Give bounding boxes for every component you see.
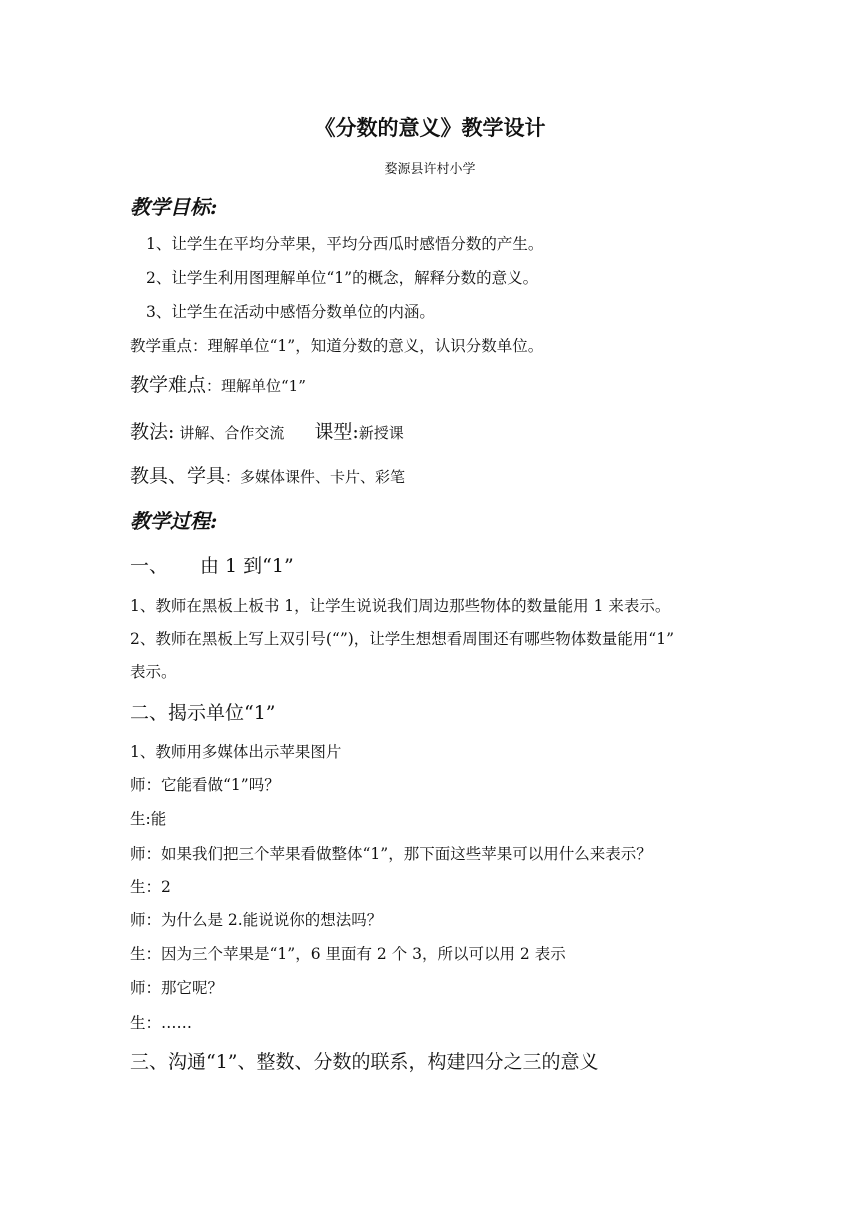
difficulty-label: 教学难点 xyxy=(130,374,207,396)
goal-item-3: 3、让学生在活动中感悟分数单位的内涵。 xyxy=(146,303,435,321)
method-text: 讲解、合作交流 xyxy=(179,424,285,442)
section1-item-2-cont: 表示。 xyxy=(130,663,177,681)
tools-label: 教具、学具 xyxy=(130,465,226,487)
section1-item-1: 1、教师在黑板上板书 1，让学生说说我们周边那些物体的数量能用 1 来表示。 xyxy=(130,597,671,615)
section2-line-6: 师：为什么是 2.能说说你的想法吗？ xyxy=(130,911,383,929)
goal-item-2: 2、让学生利用图理解单位“1”的概念，解释分数的意义。 xyxy=(146,269,539,287)
tools-line xyxy=(130,464,405,488)
section2-line-8: 师：那它呢？ xyxy=(130,979,224,997)
method-line xyxy=(130,420,404,444)
section1-item-2: 2、教师在黑板上写上双引号(“”)，让学生想想看周围还有哪些物体数量能用“1” xyxy=(130,630,675,648)
lesson-type-label: 课型: xyxy=(314,421,359,443)
section2-heading: 二、揭示单位“1” xyxy=(130,702,276,724)
section1-heading xyxy=(130,554,294,578)
difficulty-text: ：理解单位“1” xyxy=(206,377,306,395)
key-point: 教学重点：理解单位“1”，知道分数的意义，认识分数单位。 xyxy=(130,337,544,355)
document-title: 《分数的意义》教学设计 xyxy=(314,115,546,140)
tools-text: ：多媒体课件、卡片、彩笔 xyxy=(225,468,406,486)
method-label: 教法: xyxy=(130,421,175,443)
section2-line-5: 生：2 xyxy=(130,878,171,896)
process-heading: 教学过程: xyxy=(130,509,218,533)
goal-item-1: 1、让学生在平均分苹果，平均分西瓜时感悟分数的产生。 xyxy=(146,235,544,253)
section2-line-4: 师：如果我们把三个苹果看做整体“1”，那下面这些苹果可以用什么来表示？ xyxy=(130,845,652,863)
section3-heading: 三、沟通“1”、整数、分数的联系，构建四分之三的意义 xyxy=(130,1051,599,1073)
section2-line-3: 生:能 xyxy=(130,810,167,828)
section2-line-7: 生：因为三个苹果是“1”，6 里面有 2 个 3，所以可以用 2 表示 xyxy=(130,945,566,963)
section2-line-9: 生：…… xyxy=(130,1014,193,1032)
difficulty-line xyxy=(130,373,306,397)
goals-heading: 教学目标: xyxy=(130,195,218,219)
section1-title: 由 1 到“1” xyxy=(200,555,294,577)
section2-line-2: 师：它能看做“1”吗？ xyxy=(130,776,280,794)
section1-number: 一、 xyxy=(130,555,169,577)
document-author: 婺源县许村小学 xyxy=(384,162,476,177)
section2-line-1: 1、教师用多媒体出示苹果图片 xyxy=(130,743,342,761)
lesson-type-text: 新授课 xyxy=(358,424,404,442)
